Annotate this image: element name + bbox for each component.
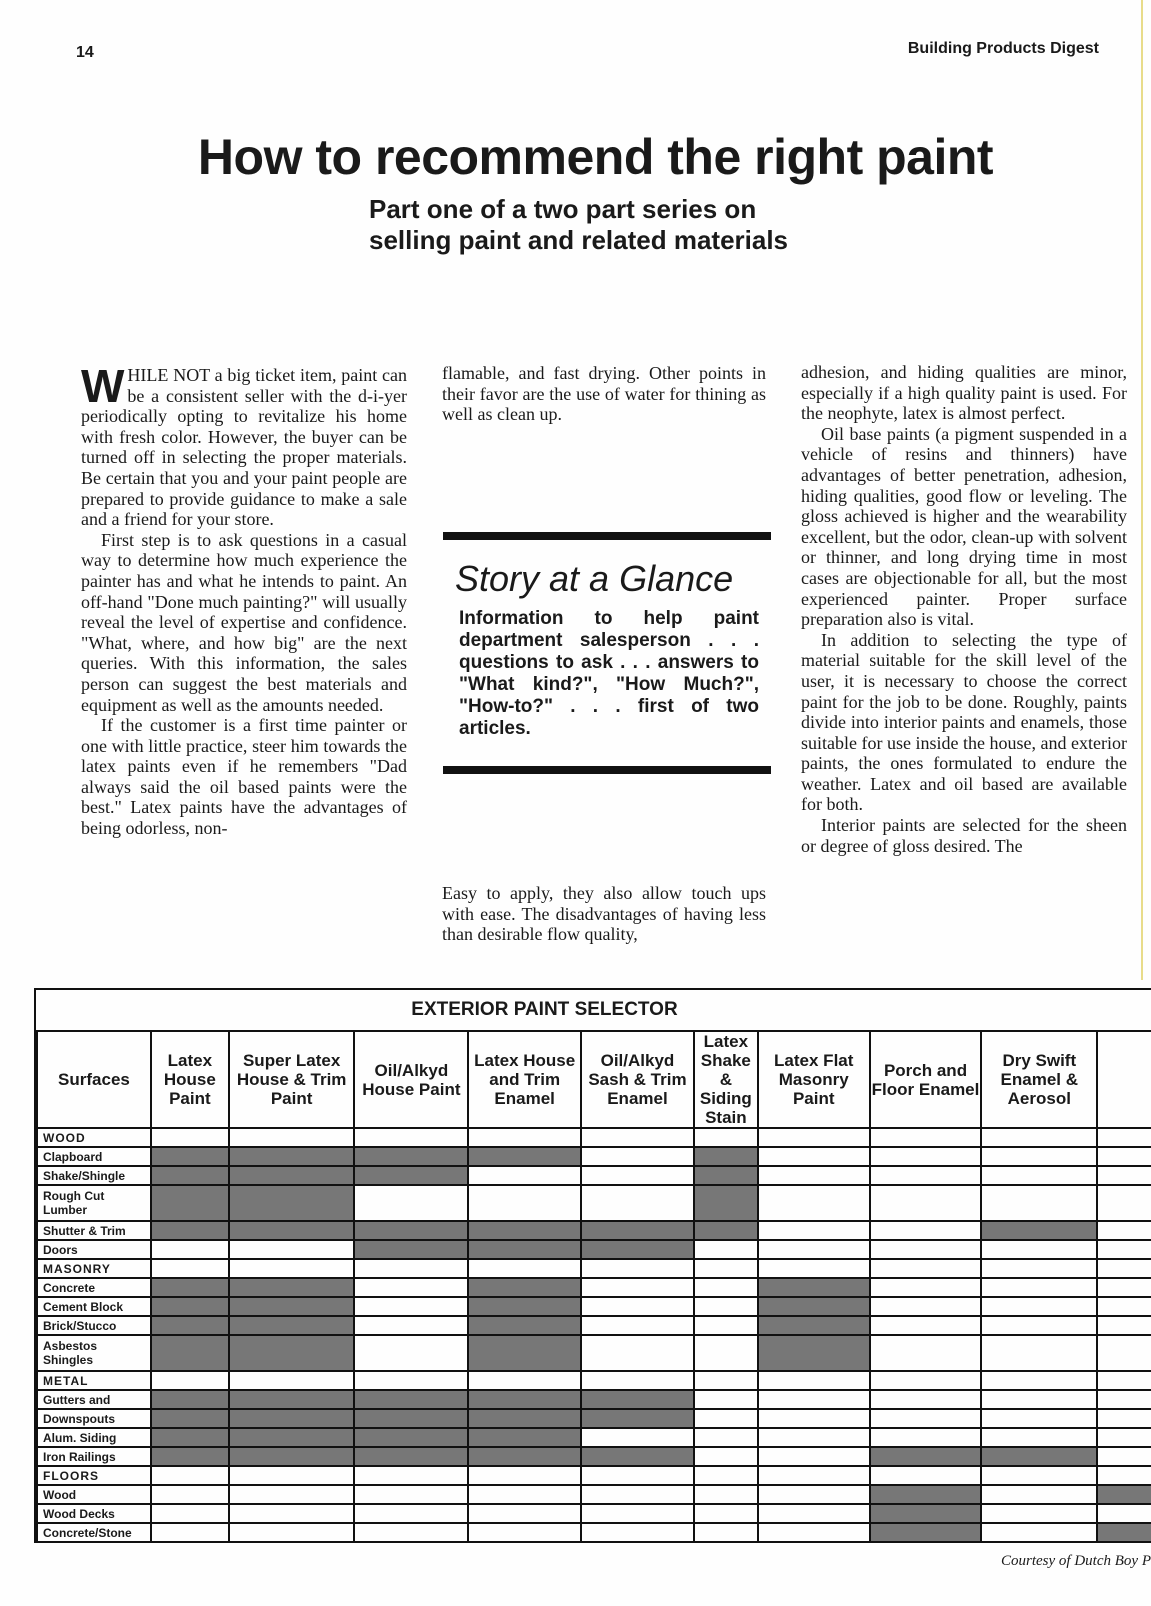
empty-cell xyxy=(581,1278,694,1297)
empty-cell xyxy=(758,1504,870,1523)
recommended-cell xyxy=(758,1278,870,1297)
category-row xyxy=(37,1128,1151,1147)
article-column-2-top xyxy=(442,363,766,425)
empty-cell xyxy=(151,1259,229,1278)
empty-cell xyxy=(1097,1240,1151,1259)
empty-cell xyxy=(468,1504,581,1523)
empty-cell xyxy=(870,1185,982,1221)
empty-cell xyxy=(229,1371,355,1390)
article-title: How to recommend the right paint xyxy=(197,129,994,185)
empty-cell xyxy=(581,1371,694,1390)
recommended-cell xyxy=(581,1447,694,1466)
empty-cell xyxy=(468,1371,581,1390)
empty-cell xyxy=(870,1240,982,1259)
empty-cell xyxy=(581,1147,694,1166)
empty-cell xyxy=(581,1504,694,1523)
recommended-cell xyxy=(758,1316,870,1335)
recommended-cell xyxy=(694,1185,758,1221)
paint-column-header: Latex Shake & Siding Stain xyxy=(694,1031,758,1128)
article-column-3 xyxy=(801,362,1127,856)
recommended-cell xyxy=(468,1147,581,1166)
recommended-cell xyxy=(151,1147,229,1166)
empty-cell xyxy=(1097,1147,1151,1166)
glance-body: Information to help paint department salesperson . . . questions to ask . . . answers to "What kind?", "How Much?", "How-to?" . . . first of two articles. xyxy=(459,608,759,739)
publication-name: Building Products Digest xyxy=(907,40,1099,57)
empty-cell xyxy=(758,1166,870,1185)
surface-label: Cement Block xyxy=(37,1297,151,1316)
paint-column-header: Dry Swift Enamel & Aerosol xyxy=(981,1031,1097,1128)
surface-label: Wood Decks xyxy=(37,1504,151,1523)
surface-row xyxy=(37,1240,1151,1259)
recommended-cell xyxy=(468,1278,581,1297)
empty-cell xyxy=(581,1128,694,1147)
empty-cell xyxy=(694,1128,758,1147)
empty-cell xyxy=(151,1128,229,1147)
empty-cell xyxy=(229,1466,355,1485)
recommended-cell xyxy=(468,1335,581,1371)
surface-row xyxy=(37,1390,1151,1409)
empty-cell xyxy=(758,1240,870,1259)
surface-label: Concrete/Stone xyxy=(37,1523,151,1542)
recommended-cell xyxy=(581,1409,694,1428)
empty-cell xyxy=(1097,1166,1151,1185)
empty-cell xyxy=(758,1147,870,1166)
recommended-cell xyxy=(581,1221,694,1240)
empty-cell xyxy=(870,1466,982,1485)
surface-row xyxy=(37,1185,1151,1221)
paragraph: Oil base paints (a pigment suspended in a vehicle of resins and thinners) have advantages of better penetration, adhesion, hiding qualities, good flow or leveling. The gloss achieved is higher and the wearability excellent, but the odor, clean-up with solvent or thinner, and long drying time in most cases are objectionable for all, but the most experienced painter. Proper surface preparation also is vital. xyxy=(801,423,1127,630)
empty-cell xyxy=(581,1259,694,1278)
empty-cell xyxy=(981,1523,1097,1542)
recommended-cell xyxy=(870,1523,982,1542)
empty-cell xyxy=(870,1147,982,1166)
empty-cell xyxy=(758,1428,870,1447)
empty-cell xyxy=(229,1485,355,1504)
empty-cell xyxy=(694,1259,758,1278)
paint-column-header: Oil/Alkyd House Paint xyxy=(354,1031,468,1128)
surface-row xyxy=(37,1316,1151,1335)
empty-cell xyxy=(229,1504,355,1523)
empty-cell xyxy=(981,1485,1097,1504)
recommended-cell xyxy=(468,1221,581,1240)
empty-cell xyxy=(354,1335,468,1371)
empty-cell xyxy=(354,1371,468,1390)
category-label: METAL xyxy=(37,1371,151,1390)
empty-cell xyxy=(1097,1128,1151,1147)
recommended-cell xyxy=(1097,1523,1151,1542)
empty-cell xyxy=(354,1185,468,1221)
article-subtitle xyxy=(369,194,788,256)
empty-cell xyxy=(981,1147,1097,1166)
empty-cell xyxy=(468,1259,581,1278)
empty-cell xyxy=(694,1371,758,1390)
paint-column-header: Super Latex House & Trim Paint xyxy=(229,1031,355,1128)
empty-cell xyxy=(981,1297,1097,1316)
category-row xyxy=(37,1371,1151,1390)
empty-cell xyxy=(581,1185,694,1221)
empty-cell xyxy=(758,1221,870,1240)
category-row xyxy=(37,1259,1151,1278)
empty-cell xyxy=(694,1485,758,1504)
subtitle-line: selling paint and related materials xyxy=(369,225,789,255)
surface-label: Downspouts xyxy=(37,1409,151,1428)
surface-label: Alum. Siding xyxy=(37,1428,151,1447)
surfaces-header: Surfaces xyxy=(37,1031,151,1128)
surface-label: Asbestos Shingles xyxy=(37,1335,151,1371)
recommended-cell xyxy=(229,1390,355,1409)
empty-cell xyxy=(229,1128,355,1147)
recommended-cell xyxy=(229,1428,355,1447)
empty-cell xyxy=(981,1504,1097,1523)
recommended-cell xyxy=(354,1447,468,1466)
paragraph-text: HILE NOT a big ticket item, paint can be a consistent seller with the d-i-yer periodically opting to revitalize his home with fresh color. However, the buyer can be turned off in selecting the proper materials. Be certain that you and your paint people are prepared to provide guidance to make a sale and a friend for your store. xyxy=(81,365,407,530)
empty-cell xyxy=(694,1523,758,1542)
recommended-cell xyxy=(468,1240,581,1259)
empty-cell xyxy=(758,1523,870,1542)
selector-table xyxy=(36,1030,1151,1543)
empty-cell xyxy=(870,1428,982,1447)
surface-row xyxy=(37,1297,1151,1316)
empty-cell xyxy=(981,1259,1097,1278)
recommended-cell xyxy=(151,1390,229,1409)
empty-cell xyxy=(581,1335,694,1371)
recommended-cell xyxy=(468,1409,581,1428)
paragraph: flamable, and fast drying. Other points in their favor are the use of water for thining as well as clean up. xyxy=(442,363,766,425)
empty-cell xyxy=(581,1485,694,1504)
empty-cell xyxy=(870,1166,982,1185)
category-label: FLOORS xyxy=(37,1466,151,1485)
surface-row xyxy=(37,1278,1151,1297)
surface-row xyxy=(37,1166,1151,1185)
empty-cell xyxy=(694,1335,758,1371)
recommended-cell xyxy=(151,1221,229,1240)
recommended-cell xyxy=(229,1166,355,1185)
empty-cell xyxy=(581,1297,694,1316)
empty-cell xyxy=(870,1409,982,1428)
recommended-cell xyxy=(151,1278,229,1297)
empty-cell xyxy=(1097,1259,1151,1278)
empty-cell xyxy=(981,1371,1097,1390)
surface-row xyxy=(37,1523,1151,1542)
empty-cell xyxy=(581,1428,694,1447)
paragraph: Interior paints are selected for the sheen or degree of gloss desired. The xyxy=(801,815,1127,856)
recommended-cell xyxy=(354,1409,468,1428)
surface-label: Clapboard xyxy=(37,1147,151,1166)
empty-cell xyxy=(151,1371,229,1390)
empty-cell xyxy=(1097,1335,1151,1371)
recommended-cell xyxy=(758,1335,870,1371)
empty-cell xyxy=(1097,1409,1151,1428)
recommended-cell xyxy=(354,1390,468,1409)
empty-cell xyxy=(981,1128,1097,1147)
empty-cell xyxy=(354,1504,468,1523)
exterior-paint-selector xyxy=(34,988,1151,1543)
empty-cell xyxy=(981,1240,1097,1259)
category-label: WOOD xyxy=(37,1128,151,1147)
empty-cell xyxy=(758,1259,870,1278)
empty-cell xyxy=(151,1504,229,1523)
paragraph: First step is to ask questions in a casual way to determine how much experience the painter has and what he intends to paint. An off-hand "Done much painting?" will usually reveal the level of expertise and confidence. "What, where, and how big" are the next queries. With this information, the sales person can suggest the best materials and equipment as well as the amounts needed. xyxy=(81,529,407,715)
empty-cell xyxy=(758,1390,870,1409)
paragraph: In addition to selecting the type of material suitable for the skill level of the user, it is necessary to choose the correct paint for the job to be done. Roughly, paints divide into interior paints and enamels, those suitable for use inside the house, and exterior paints, the ones formulated to endure the weather. Latex and oil based are available for both. xyxy=(801,629,1127,815)
empty-cell xyxy=(1097,1297,1151,1316)
empty-cell xyxy=(758,1466,870,1485)
recommended-cell xyxy=(694,1147,758,1166)
recommended-cell xyxy=(151,1409,229,1428)
empty-cell xyxy=(870,1221,982,1240)
paint-column-header: Latex House and Trim Enamel xyxy=(468,1031,581,1128)
empty-cell xyxy=(1097,1316,1151,1335)
empty-cell xyxy=(1097,1185,1151,1221)
empty-cell xyxy=(758,1447,870,1466)
empty-cell xyxy=(151,1466,229,1485)
paint-column-header: Latex House Paint xyxy=(151,1031,229,1128)
recommended-cell xyxy=(229,1409,355,1428)
surface-label: Brick/Stucco xyxy=(37,1316,151,1335)
recommended-cell xyxy=(229,1316,355,1335)
recommended-cell xyxy=(229,1278,355,1297)
empty-cell xyxy=(468,1485,581,1504)
recommended-cell xyxy=(354,1221,468,1240)
empty-cell xyxy=(468,1185,581,1221)
recommended-cell xyxy=(229,1447,355,1466)
paragraph: Easy to apply, they also allow touch ups with ease. The disadvantages of having less than desirable flow quality, xyxy=(442,883,766,945)
recommended-cell xyxy=(468,1297,581,1316)
paint-column-header: Latex Flat Masonry Paint xyxy=(758,1031,870,1128)
empty-cell xyxy=(694,1447,758,1466)
page-number: 14 xyxy=(76,44,94,61)
empty-cell xyxy=(694,1466,758,1485)
empty-cell xyxy=(694,1297,758,1316)
empty-cell xyxy=(694,1278,758,1297)
story-at-a-glance-box xyxy=(443,532,771,774)
empty-cell xyxy=(981,1409,1097,1428)
empty-cell xyxy=(581,1166,694,1185)
recommended-cell xyxy=(229,1185,355,1221)
empty-cell xyxy=(981,1335,1097,1371)
recommended-cell xyxy=(151,1316,229,1335)
paint-column-header: Oil/Alkyd Sash & Trim Enamel xyxy=(581,1031,694,1128)
empty-cell xyxy=(354,1128,468,1147)
empty-cell xyxy=(354,1485,468,1504)
empty-cell xyxy=(870,1390,982,1409)
empty-cell xyxy=(1097,1371,1151,1390)
divider xyxy=(443,532,771,540)
recommended-cell xyxy=(694,1221,758,1240)
empty-cell xyxy=(870,1259,982,1278)
surface-label: Iron Railings xyxy=(37,1447,151,1466)
empty-cell xyxy=(468,1523,581,1542)
paragraph: If the customer is a first time painter or one with little practice, steer him towards the latex paints even if he remembers "Dad always said the oil based paints were the best." Latex paints have the advantages of being odorless, non- xyxy=(81,715,407,839)
category-label: MASONRY xyxy=(37,1259,151,1278)
empty-cell xyxy=(468,1128,581,1147)
recommended-cell xyxy=(870,1447,982,1466)
recommended-cell xyxy=(151,1447,229,1466)
surface-label: Rough Cut Lumber xyxy=(37,1185,151,1221)
empty-cell xyxy=(1097,1221,1151,1240)
empty-cell xyxy=(229,1259,355,1278)
surface-label: Shutter & Trim xyxy=(37,1221,151,1240)
empty-cell xyxy=(468,1466,581,1485)
empty-cell xyxy=(1097,1428,1151,1447)
recommended-cell xyxy=(354,1240,468,1259)
empty-cell xyxy=(1097,1278,1151,1297)
recommended-cell xyxy=(151,1297,229,1316)
drop-cap: W xyxy=(81,360,125,412)
empty-cell xyxy=(758,1185,870,1221)
recommended-cell xyxy=(229,1297,355,1316)
empty-cell xyxy=(1097,1504,1151,1523)
empty-cell xyxy=(1097,1390,1151,1409)
empty-cell xyxy=(981,1316,1097,1335)
courtesy-credit: Courtesy of Dutch Boy P xyxy=(1001,1553,1151,1569)
recommended-cell xyxy=(354,1428,468,1447)
surface-row xyxy=(37,1335,1151,1371)
glance-title: Story at a Glance xyxy=(455,558,734,599)
recommended-cell xyxy=(870,1504,982,1523)
empty-cell xyxy=(694,1409,758,1428)
recommended-cell xyxy=(151,1335,229,1371)
recommended-cell xyxy=(151,1428,229,1447)
empty-cell xyxy=(581,1316,694,1335)
empty-cell xyxy=(354,1259,468,1278)
empty-cell xyxy=(694,1316,758,1335)
empty-cell xyxy=(151,1485,229,1504)
recommended-cell xyxy=(468,1390,581,1409)
recommended-cell xyxy=(468,1428,581,1447)
recommended-cell xyxy=(468,1447,581,1466)
empty-cell xyxy=(870,1335,982,1371)
empty-cell xyxy=(758,1409,870,1428)
empty-cell xyxy=(581,1466,694,1485)
surface-label: Doors xyxy=(37,1240,151,1259)
empty-cell xyxy=(870,1278,982,1297)
surface-label: Gutters and xyxy=(37,1390,151,1409)
surface-label: Concrete xyxy=(37,1278,151,1297)
recommended-cell xyxy=(229,1335,355,1371)
surface-row xyxy=(37,1221,1151,1240)
selector-title: EXTERIOR PAINT SELECTOR xyxy=(411,999,678,1020)
article-column-1 xyxy=(81,360,407,839)
empty-cell xyxy=(354,1466,468,1485)
subtitle-line: Part one of a two part series on xyxy=(369,194,757,224)
empty-cell xyxy=(151,1240,229,1259)
recommended-cell xyxy=(151,1166,229,1185)
recommended-cell xyxy=(581,1240,694,1259)
recommended-cell xyxy=(981,1447,1097,1466)
empty-cell xyxy=(981,1166,1097,1185)
empty-cell xyxy=(870,1297,982,1316)
recommended-cell xyxy=(229,1221,355,1240)
empty-cell xyxy=(581,1523,694,1542)
surface-label: Shake/Shingle xyxy=(37,1166,151,1185)
empty-cell xyxy=(354,1297,468,1316)
empty-cell xyxy=(758,1485,870,1504)
empty-cell xyxy=(468,1166,581,1185)
surface-row xyxy=(37,1428,1151,1447)
empty-cell xyxy=(981,1278,1097,1297)
header-row xyxy=(37,1031,1151,1128)
recommended-cell xyxy=(1097,1485,1151,1504)
article-column-2-bottom xyxy=(442,883,766,945)
empty-cell xyxy=(151,1523,229,1542)
paint-column-header xyxy=(1097,1031,1151,1128)
empty-cell xyxy=(981,1428,1097,1447)
surface-row xyxy=(37,1447,1151,1466)
recommended-cell xyxy=(468,1316,581,1335)
empty-cell xyxy=(981,1390,1097,1409)
recommended-cell xyxy=(354,1166,468,1185)
recommended-cell xyxy=(229,1147,355,1166)
empty-cell xyxy=(354,1316,468,1335)
divider xyxy=(443,766,771,774)
surface-label: Wood xyxy=(37,1485,151,1504)
empty-cell xyxy=(870,1371,982,1390)
empty-cell xyxy=(229,1523,355,1542)
paint-column-header: Porch and Floor Enamel xyxy=(870,1031,982,1128)
empty-cell xyxy=(1097,1466,1151,1485)
recommended-cell xyxy=(758,1297,870,1316)
empty-cell xyxy=(981,1466,1097,1485)
empty-cell xyxy=(229,1240,355,1259)
surface-row xyxy=(37,1485,1151,1504)
empty-cell xyxy=(870,1128,982,1147)
empty-cell xyxy=(1097,1447,1151,1466)
recommended-cell xyxy=(354,1147,468,1166)
surface-row xyxy=(37,1147,1151,1166)
category-row xyxy=(37,1466,1151,1485)
surface-row xyxy=(37,1409,1151,1428)
empty-cell xyxy=(758,1371,870,1390)
empty-cell xyxy=(354,1523,468,1542)
surface-row xyxy=(37,1504,1151,1523)
empty-cell xyxy=(694,1390,758,1409)
empty-cell xyxy=(354,1278,468,1297)
recommended-cell xyxy=(981,1221,1097,1240)
empty-cell xyxy=(870,1316,982,1335)
recommended-cell xyxy=(151,1185,229,1221)
paragraph: adhesion, and hiding qualities are minor, especially if a high quality paint is used. For the neophyte, latex is almost perfect. xyxy=(801,362,1127,424)
empty-cell xyxy=(981,1185,1097,1221)
empty-cell xyxy=(694,1240,758,1259)
empty-cell xyxy=(758,1128,870,1147)
recommended-cell xyxy=(870,1485,982,1504)
empty-cell xyxy=(694,1428,758,1447)
recommended-cell xyxy=(581,1390,694,1409)
recommended-cell xyxy=(694,1166,758,1185)
paragraph xyxy=(81,360,407,530)
empty-cell xyxy=(694,1504,758,1523)
